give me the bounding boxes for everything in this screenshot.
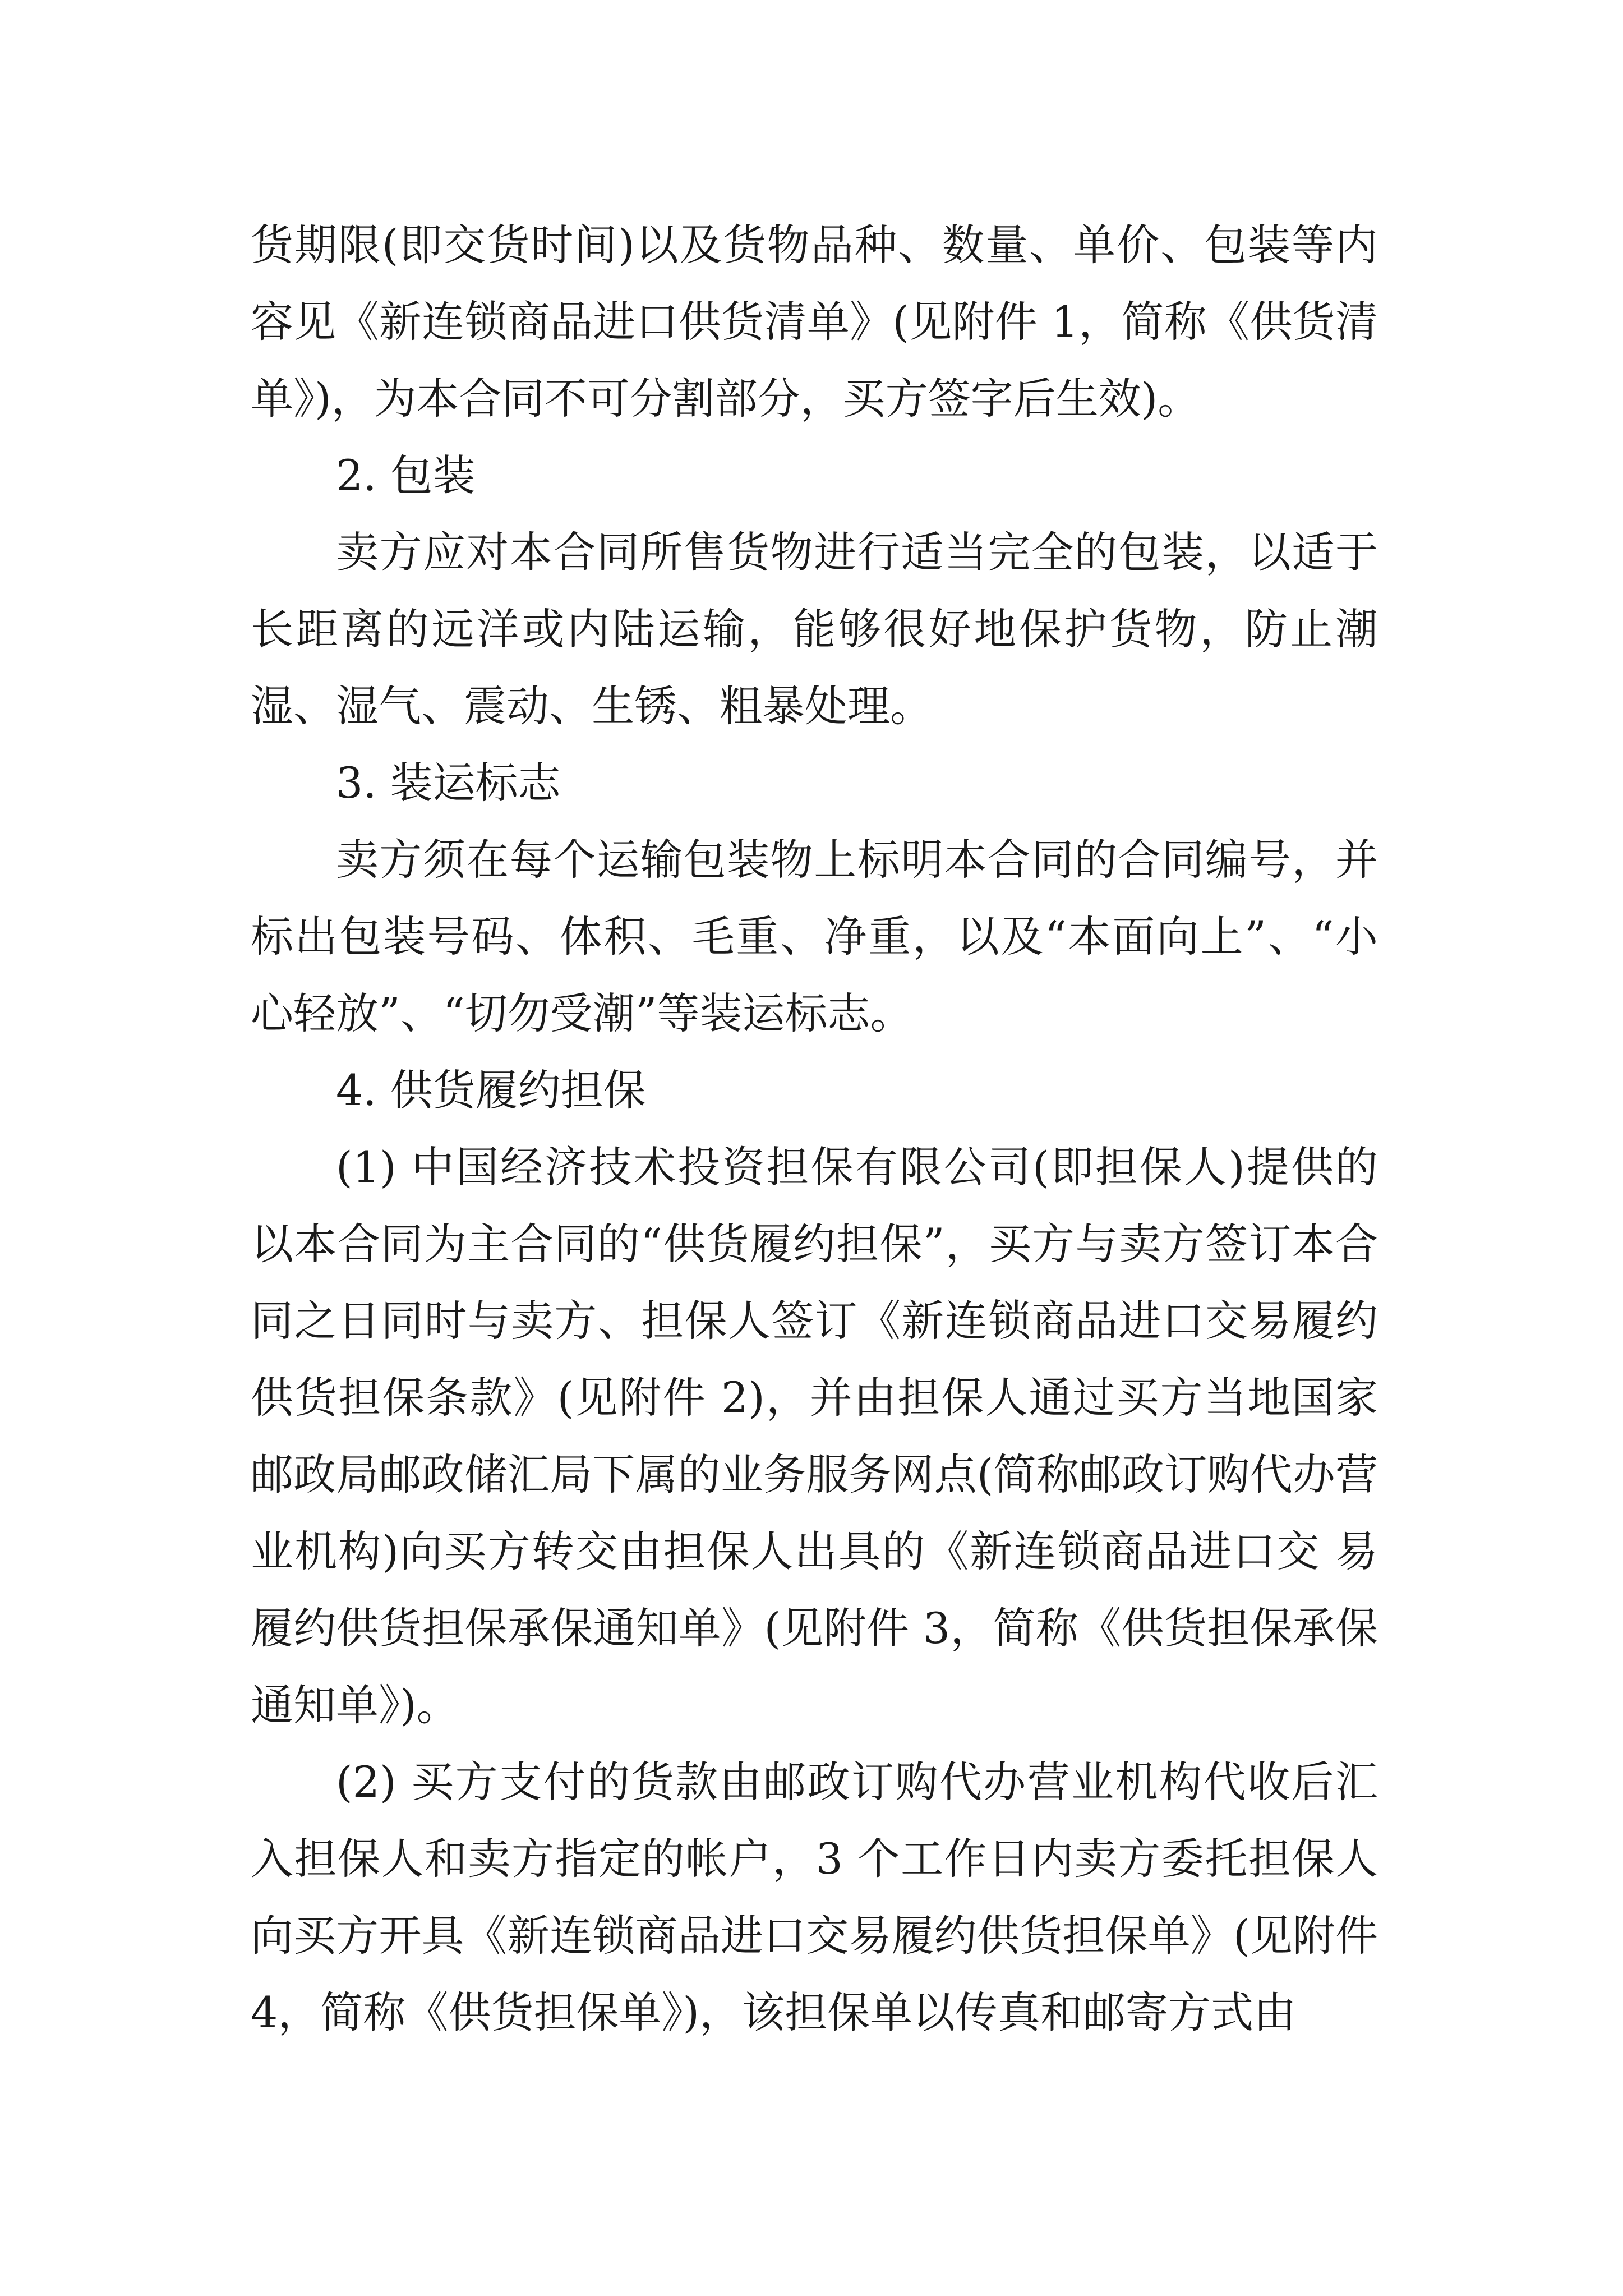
- paragraph-packaging: 卖方应对本合同所售货物进行适当完全的包装，以适于长距离的远洋或内陆运输，能够很好地保护货物，防止潮湿、湿气、震动、生锈、粗暴处理。: [251, 527, 1378, 731]
- paragraph-shipping-marks: 卖方须在每个运输包装物上标明本合同的合同编号，并标出包装号码、体积、毛重、净重，以及“本面向上”、“小心轻放”、“切勿受潮”等装运标志。: [251, 835, 1378, 1038]
- document-body: [251, 206, 1378, 2051]
- paragraph-continuation: 货期限(即交货时间)以及货物品种、数量、单价、包装等内容见《新连锁商品进口供货清单》(见附件 1，简称《供货清单》)，为本合同不可分割部分，买方签字后生效)。: [251, 220, 1378, 424]
- section-heading-packaging: 2. 包装: [336, 450, 476, 500]
- paragraph-guarantee-1: (1) 中国经济技术投资担保有限公司(即担保人)提供的以本合同为主合同的“供货履约担保”，买方与卖方签订本合同之日同时与卖方、担保人签订《新连锁商品进口交易履约供货担保条款》(见附件 2)，并由担保人通过买方当地国家邮政局邮政储汇局下属的业务服务网点(简称邮政订购代办营业机构)向买方转交由担保人出具的《新连锁商品进口交 易履约供货担保承保通知单》(见附件 3，简称《供货担保承保通知单》)。: [251, 1142, 1378, 1730]
- section-heading-shipping-marks: 3. 装运标志: [336, 758, 561, 808]
- section-heading-performance-guarantee: 4. 供货履约担保: [336, 1065, 646, 1115]
- paragraph-guarantee-2: (2) 买方支付的货款由邮政订购代办营业机构代收后汇入担保人和卖方指定的帐户，3 个工作日内卖方委托担保人向买方开具《新连锁商品进口交易履约供货担保单》(见附件 4，简称《供货担保单》)，该担保单以传真和邮寄方式由: [251, 1757, 1378, 2037]
